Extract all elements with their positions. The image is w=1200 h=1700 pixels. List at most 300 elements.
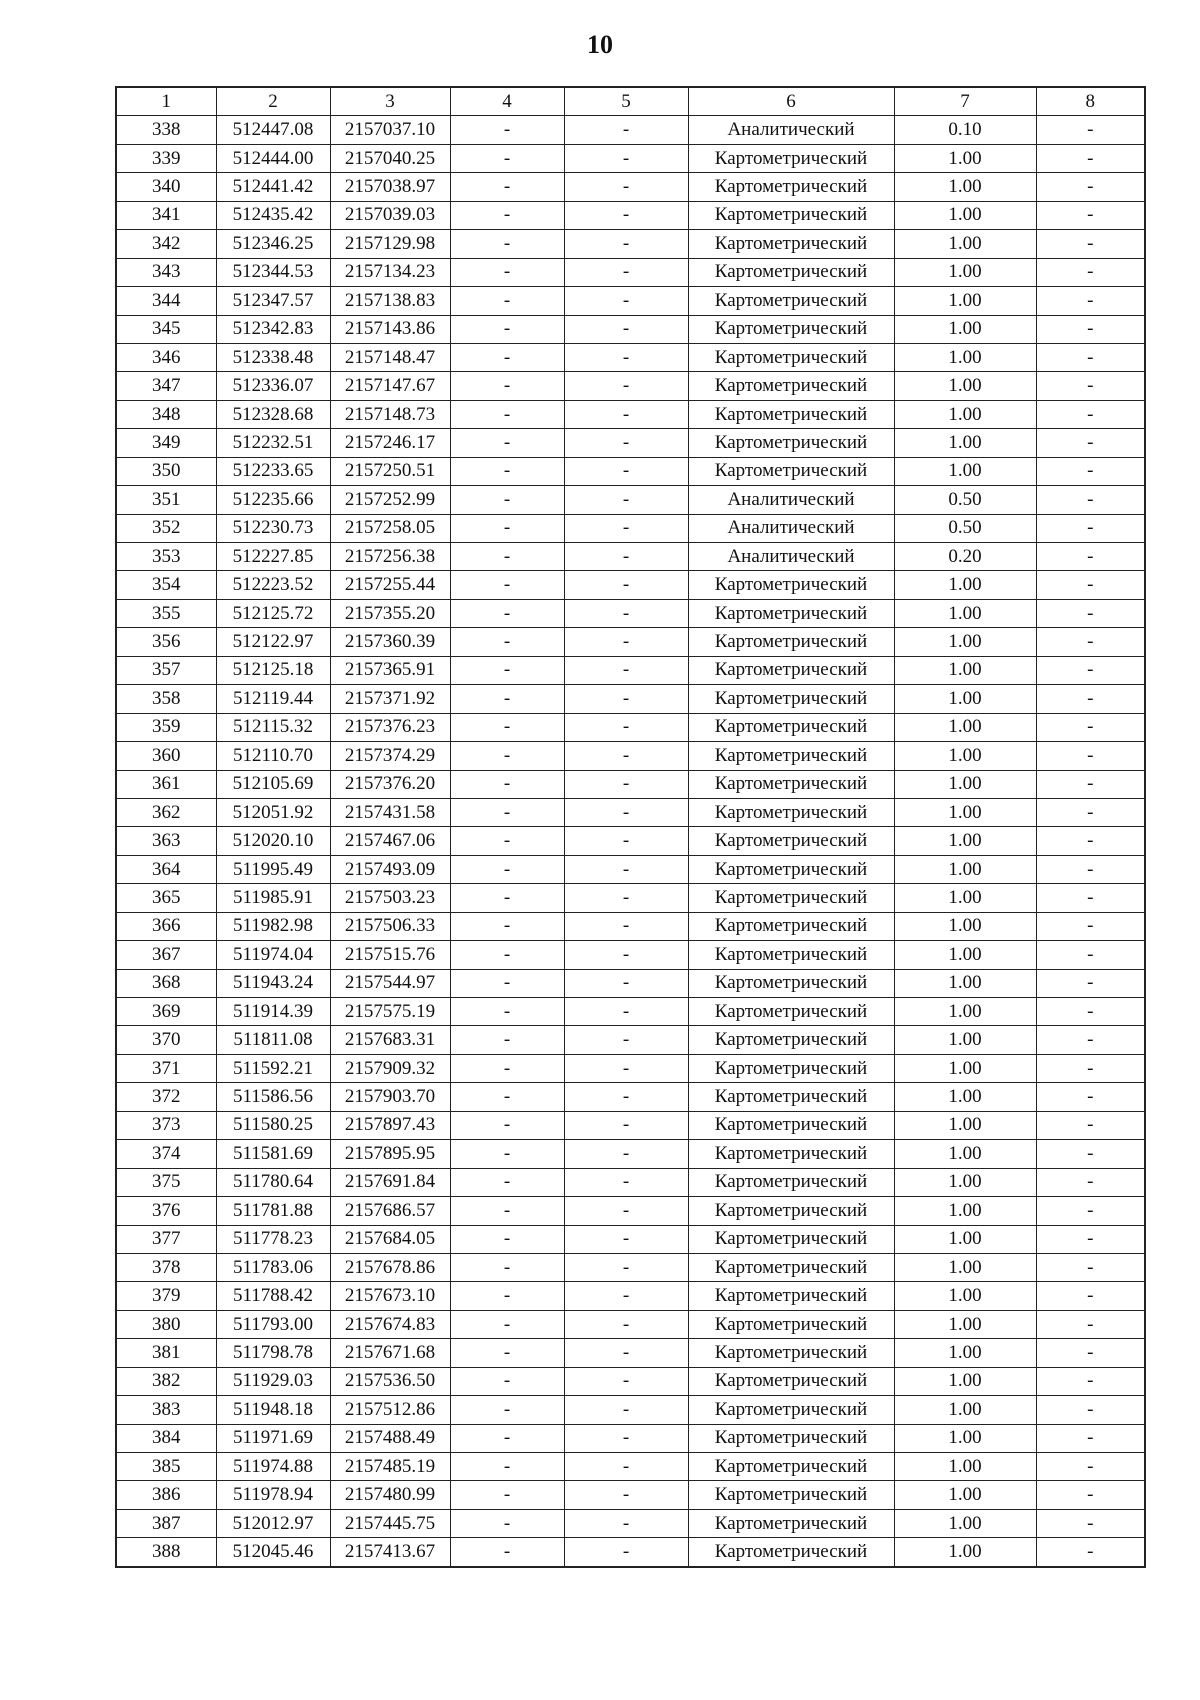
cell-col-4: - xyxy=(450,486,564,514)
table-row xyxy=(116,941,1145,969)
cell-method: Картометрический xyxy=(688,400,894,428)
cell-coord-y: 2157256.38 xyxy=(330,543,450,571)
cell-accuracy: 1.00 xyxy=(894,770,1036,798)
cell-method: Картометрический xyxy=(688,1538,894,1567)
cell-coord-y: 2157250.51 xyxy=(330,457,450,485)
table-row xyxy=(116,400,1145,428)
cell-col-5: - xyxy=(564,287,688,315)
cell-col-5: - xyxy=(564,230,688,258)
cell-method: Картометрический xyxy=(688,372,894,400)
cell-col-4: - xyxy=(450,287,564,315)
cell-point-number: 353 xyxy=(116,543,216,571)
cell-point-number: 356 xyxy=(116,628,216,656)
cell-coord-x: 511929.03 xyxy=(216,1367,330,1395)
cell-point-number: 384 xyxy=(116,1424,216,1452)
cell-coord-x: 512045.46 xyxy=(216,1538,330,1567)
cell-accuracy: 1.00 xyxy=(894,713,1036,741)
cell-coord-y: 2157506.33 xyxy=(330,912,450,940)
table-row xyxy=(116,486,1145,514)
table-row xyxy=(116,1282,1145,1310)
cell-coord-x: 511995.49 xyxy=(216,855,330,883)
table-body xyxy=(116,116,1145,1567)
cell-method: Картометрический xyxy=(688,1083,894,1111)
cell-coord-x: 512020.10 xyxy=(216,827,330,855)
cell-coord-x: 511798.78 xyxy=(216,1339,330,1367)
cell-col-4: - xyxy=(450,1111,564,1139)
cell-coord-y: 2157671.68 xyxy=(330,1339,450,1367)
cell-method: Картометрический xyxy=(688,656,894,684)
table-row xyxy=(116,713,1145,741)
cell-coord-y: 2157686.57 xyxy=(330,1197,450,1225)
cell-coord-y: 2157683.31 xyxy=(330,1026,450,1054)
cell-col-5: - xyxy=(564,998,688,1026)
cell-coord-x: 511985.91 xyxy=(216,884,330,912)
table-row xyxy=(116,1339,1145,1367)
cell-coord-x: 511811.08 xyxy=(216,1026,330,1054)
cell-col-5: - xyxy=(564,969,688,997)
cell-coord-y: 2157040.25 xyxy=(330,144,450,172)
cell-coord-x: 512235.66 xyxy=(216,486,330,514)
cell-col-8: - xyxy=(1036,1168,1145,1196)
cell-accuracy: 1.00 xyxy=(894,827,1036,855)
cell-coord-y: 2157503.23 xyxy=(330,884,450,912)
cell-col-8: - xyxy=(1036,1026,1145,1054)
cell-col-8: - xyxy=(1036,173,1145,201)
cell-coord-x: 512122.97 xyxy=(216,628,330,656)
table-row xyxy=(116,1111,1145,1139)
cell-point-number: 362 xyxy=(116,798,216,826)
cell-col-8: - xyxy=(1036,230,1145,258)
cell-method: Аналитический xyxy=(688,543,894,571)
table-row xyxy=(116,1083,1145,1111)
cell-point-number: 385 xyxy=(116,1453,216,1481)
cell-coord-y: 2157143.86 xyxy=(330,315,450,343)
cell-accuracy: 1.00 xyxy=(894,884,1036,912)
cell-col-5: - xyxy=(564,1282,688,1310)
cell-method: Картометрический xyxy=(688,1339,894,1367)
cell-point-number: 360 xyxy=(116,742,216,770)
cell-coord-y: 2157673.10 xyxy=(330,1282,450,1310)
cell-col-8: - xyxy=(1036,457,1145,485)
cell-coord-y: 2157148.47 xyxy=(330,343,450,371)
cell-col-8: - xyxy=(1036,1054,1145,1082)
cell-coord-x: 512336.07 xyxy=(216,372,330,400)
table-row xyxy=(116,1225,1145,1253)
cell-point-number: 348 xyxy=(116,400,216,428)
cell-point-number: 374 xyxy=(116,1140,216,1168)
cell-point-number: 358 xyxy=(116,685,216,713)
cell-col-5: - xyxy=(564,599,688,627)
cell-col-5: - xyxy=(564,827,688,855)
cell-coord-x: 511586.56 xyxy=(216,1083,330,1111)
cell-point-number: 352 xyxy=(116,514,216,542)
cell-col-8: - xyxy=(1036,827,1145,855)
cell-col-4: - xyxy=(450,1054,564,1082)
cell-col-8: - xyxy=(1036,258,1145,286)
cell-coord-y: 2157138.83 xyxy=(330,287,450,315)
cell-col-4: - xyxy=(450,571,564,599)
cell-method: Картометрический xyxy=(688,1225,894,1253)
cell-col-8: - xyxy=(1036,1111,1145,1139)
cell-method: Картометрический xyxy=(688,770,894,798)
cell-point-number: 373 xyxy=(116,1111,216,1139)
cell-coord-y: 2157374.29 xyxy=(330,742,450,770)
cell-point-number: 347 xyxy=(116,372,216,400)
cell-coord-y: 2157360.39 xyxy=(330,628,450,656)
cell-col-4: - xyxy=(450,315,564,343)
cell-point-number: 369 xyxy=(116,998,216,1026)
table-row xyxy=(116,998,1145,1026)
cell-col-8: - xyxy=(1036,1225,1145,1253)
table-row xyxy=(116,1367,1145,1395)
cell-point-number: 376 xyxy=(116,1197,216,1225)
cell-col-8: - xyxy=(1036,628,1145,656)
cell-col-4: - xyxy=(450,969,564,997)
cell-accuracy: 1.00 xyxy=(894,912,1036,940)
cell-accuracy: 1.00 xyxy=(894,628,1036,656)
cell-col-8: - xyxy=(1036,1310,1145,1338)
cell-method: Картометрический xyxy=(688,884,894,912)
cell-accuracy: 0.10 xyxy=(894,116,1036,144)
cell-point-number: 378 xyxy=(116,1253,216,1281)
cell-point-number: 381 xyxy=(116,1339,216,1367)
cell-accuracy: 1.00 xyxy=(894,1253,1036,1281)
cell-point-number: 367 xyxy=(116,941,216,969)
cell-col-4: - xyxy=(450,912,564,940)
cell-col-4: - xyxy=(450,770,564,798)
cell-coord-y: 2157039.03 xyxy=(330,201,450,229)
table-row xyxy=(116,798,1145,826)
cell-coord-y: 2157895.95 xyxy=(330,1140,450,1168)
cell-point-number: 345 xyxy=(116,315,216,343)
cell-col-5: - xyxy=(564,656,688,684)
cell-col-4: - xyxy=(450,457,564,485)
cell-method: Картометрический xyxy=(688,713,894,741)
cell-point-number: 339 xyxy=(116,144,216,172)
cell-point-number: 363 xyxy=(116,827,216,855)
cell-coord-y: 2157376.20 xyxy=(330,770,450,798)
cell-accuracy: 1.00 xyxy=(894,230,1036,258)
cell-point-number: 357 xyxy=(116,656,216,684)
cell-method: Картометрический xyxy=(688,1509,894,1537)
cell-coord-x: 512125.72 xyxy=(216,599,330,627)
table-row xyxy=(116,201,1145,229)
cell-col-5: - xyxy=(564,1168,688,1196)
cell-accuracy: 0.50 xyxy=(894,486,1036,514)
cell-col-4: - xyxy=(450,1509,564,1537)
cell-col-4: - xyxy=(450,144,564,172)
cell-method: Картометрический xyxy=(688,457,894,485)
cell-col-4: - xyxy=(450,1538,564,1567)
cell-col-4: - xyxy=(450,1339,564,1367)
cell-method: Картометрический xyxy=(688,1367,894,1395)
cell-coord-x: 512447.08 xyxy=(216,116,330,144)
cell-point-number: 388 xyxy=(116,1538,216,1567)
cell-coord-y: 2157493.09 xyxy=(330,855,450,883)
cell-accuracy: 1.00 xyxy=(894,1140,1036,1168)
cell-method: Картометрический xyxy=(688,429,894,457)
cell-method: Картометрический xyxy=(688,201,894,229)
cell-point-number: 387 xyxy=(116,1509,216,1537)
cell-col-8: - xyxy=(1036,656,1145,684)
cell-coord-x: 511793.00 xyxy=(216,1310,330,1338)
table-row xyxy=(116,770,1145,798)
cell-coord-x: 512342.83 xyxy=(216,315,330,343)
cell-coord-x: 512435.42 xyxy=(216,201,330,229)
cell-col-8: - xyxy=(1036,1453,1145,1481)
cell-coord-x: 512441.42 xyxy=(216,173,330,201)
cell-col-4: - xyxy=(450,543,564,571)
table-row xyxy=(116,258,1145,286)
table-row xyxy=(116,685,1145,713)
table-row xyxy=(116,742,1145,770)
cell-col-8: - xyxy=(1036,798,1145,826)
cell-method: Картометрический xyxy=(688,173,894,201)
cell-point-number: 382 xyxy=(116,1367,216,1395)
table-row xyxy=(116,827,1145,855)
cell-col-8: - xyxy=(1036,1140,1145,1168)
cell-col-8: - xyxy=(1036,429,1145,457)
cell-col-4: - xyxy=(450,599,564,627)
table-row xyxy=(116,1538,1145,1567)
cell-col-5: - xyxy=(564,1225,688,1253)
cell-col-5: - xyxy=(564,685,688,713)
cell-accuracy: 1.00 xyxy=(894,457,1036,485)
table-row xyxy=(116,571,1145,599)
cell-col-8: - xyxy=(1036,201,1145,229)
cell-coord-y: 2157134.23 xyxy=(330,258,450,286)
cell-accuracy: 1.00 xyxy=(894,1026,1036,1054)
cell-col-4: - xyxy=(450,656,564,684)
table-row xyxy=(116,315,1145,343)
cell-coord-y: 2157365.91 xyxy=(330,656,450,684)
cell-method: Картометрический xyxy=(688,969,894,997)
cell-method: Картометрический xyxy=(688,1054,894,1082)
cell-col-8: - xyxy=(1036,1509,1145,1537)
cell-coord-x: 511971.69 xyxy=(216,1424,330,1452)
cell-coord-y: 2157684.05 xyxy=(330,1225,450,1253)
table-row xyxy=(116,457,1145,485)
cell-coord-y: 2157674.83 xyxy=(330,1310,450,1338)
cell-accuracy: 1.00 xyxy=(894,855,1036,883)
table-row xyxy=(116,116,1145,144)
table-row xyxy=(116,1197,1145,1225)
cell-method: Картометрический xyxy=(688,1168,894,1196)
column-header-7: 7 xyxy=(894,87,1036,116)
table-row xyxy=(116,372,1145,400)
cell-col-8: - xyxy=(1036,713,1145,741)
cell-col-8: - xyxy=(1036,1396,1145,1424)
cell-col-4: - xyxy=(450,1168,564,1196)
cell-accuracy: 1.00 xyxy=(894,1396,1036,1424)
cell-accuracy: 1.00 xyxy=(894,1481,1036,1509)
cell-col-5: - xyxy=(564,571,688,599)
cell-coord-x: 511914.39 xyxy=(216,998,330,1026)
cell-accuracy: 1.00 xyxy=(894,1339,1036,1367)
cell-col-8: - xyxy=(1036,1538,1145,1567)
table-row xyxy=(116,1453,1145,1481)
cell-col-5: - xyxy=(564,628,688,656)
cell-coord-x: 512110.70 xyxy=(216,742,330,770)
cell-col-4: - xyxy=(450,372,564,400)
cell-coord-x: 511783.06 xyxy=(216,1253,330,1281)
cell-coord-x: 512051.92 xyxy=(216,798,330,826)
cell-col-4: - xyxy=(450,1367,564,1395)
cell-method: Картометрический xyxy=(688,685,894,713)
cell-method: Картометрический xyxy=(688,1481,894,1509)
cell-coord-x: 512230.73 xyxy=(216,514,330,542)
cell-method: Картометрический xyxy=(688,144,894,172)
cell-col-4: - xyxy=(450,1197,564,1225)
cell-col-8: - xyxy=(1036,599,1145,627)
table-row xyxy=(116,1509,1145,1537)
cell-col-8: - xyxy=(1036,315,1145,343)
cell-col-8: - xyxy=(1036,770,1145,798)
cell-coord-y: 2157485.19 xyxy=(330,1453,450,1481)
cell-accuracy: 0.20 xyxy=(894,543,1036,571)
cell-accuracy: 1.00 xyxy=(894,343,1036,371)
cell-col-8: - xyxy=(1036,486,1145,514)
cell-col-8: - xyxy=(1036,116,1145,144)
cell-col-8: - xyxy=(1036,969,1145,997)
cell-coord-y: 2157252.99 xyxy=(330,486,450,514)
cell-coord-y: 2157480.99 xyxy=(330,1481,450,1509)
cell-col-5: - xyxy=(564,372,688,400)
cell-accuracy: 1.00 xyxy=(894,571,1036,599)
cell-method: Картометрический xyxy=(688,599,894,627)
cell-coord-x: 512125.18 xyxy=(216,656,330,684)
cell-accuracy: 1.00 xyxy=(894,1054,1036,1082)
cell-coord-x: 512232.51 xyxy=(216,429,330,457)
cell-coord-x: 512444.00 xyxy=(216,144,330,172)
cell-accuracy: 1.00 xyxy=(894,372,1036,400)
column-header-4: 4 xyxy=(450,87,564,116)
cell-method: Картометрический xyxy=(688,628,894,656)
cell-point-number: 349 xyxy=(116,429,216,457)
cell-accuracy: 1.00 xyxy=(894,173,1036,201)
cell-point-number: 343 xyxy=(116,258,216,286)
cell-coord-x: 512346.25 xyxy=(216,230,330,258)
cell-coord-y: 2157255.44 xyxy=(330,571,450,599)
cell-col-4: - xyxy=(450,1481,564,1509)
table-row xyxy=(116,1054,1145,1082)
cell-point-number: 383 xyxy=(116,1396,216,1424)
cell-col-8: - xyxy=(1036,1367,1145,1395)
table-row xyxy=(116,287,1145,315)
cell-coord-x: 512227.85 xyxy=(216,543,330,571)
cell-coord-y: 2157575.19 xyxy=(330,998,450,1026)
cell-col-8: - xyxy=(1036,1253,1145,1281)
cell-point-number: 340 xyxy=(116,173,216,201)
cell-method: Картометрический xyxy=(688,1026,894,1054)
cell-point-number: 342 xyxy=(116,230,216,258)
cell-accuracy: 1.00 xyxy=(894,969,1036,997)
cell-coord-x: 512347.57 xyxy=(216,287,330,315)
cell-accuracy: 1.00 xyxy=(894,287,1036,315)
cell-point-number: 366 xyxy=(116,912,216,940)
cell-col-5: - xyxy=(564,912,688,940)
cell-coord-y: 2157903.70 xyxy=(330,1083,450,1111)
cell-col-8: - xyxy=(1036,855,1145,883)
table-row xyxy=(116,969,1145,997)
cell-method: Картометрический xyxy=(688,742,894,770)
cell-accuracy: 1.00 xyxy=(894,1453,1036,1481)
cell-accuracy: 1.00 xyxy=(894,400,1036,428)
cell-col-4: - xyxy=(450,116,564,144)
cell-col-8: - xyxy=(1036,742,1145,770)
cell-coord-y: 2157691.84 xyxy=(330,1168,450,1196)
cell-col-8: - xyxy=(1036,1197,1145,1225)
cell-coord-y: 2157678.86 xyxy=(330,1253,450,1281)
table-header-row xyxy=(116,87,1145,116)
cell-col-5: - xyxy=(564,1339,688,1367)
cell-accuracy: 1.00 xyxy=(894,1225,1036,1253)
table-row xyxy=(116,1310,1145,1338)
cell-col-5: - xyxy=(564,1481,688,1509)
cell-accuracy: 1.00 xyxy=(894,201,1036,229)
column-header-8: 8 xyxy=(1036,87,1145,116)
cell-method: Картометрический xyxy=(688,1111,894,1139)
cell-coord-x: 511943.24 xyxy=(216,969,330,997)
cell-coord-y: 2157148.73 xyxy=(330,400,450,428)
cell-accuracy: 1.00 xyxy=(894,1083,1036,1111)
table-row xyxy=(116,144,1145,172)
cell-point-number: 338 xyxy=(116,116,216,144)
table-row xyxy=(116,1253,1145,1281)
cell-col-8: - xyxy=(1036,685,1145,713)
cell-col-4: - xyxy=(450,628,564,656)
cell-coord-y: 2157909.32 xyxy=(330,1054,450,1082)
cell-coord-x: 511788.42 xyxy=(216,1282,330,1310)
cell-accuracy: 1.00 xyxy=(894,429,1036,457)
cell-accuracy: 1.00 xyxy=(894,1282,1036,1310)
cell-col-5: - xyxy=(564,855,688,883)
cell-col-4: - xyxy=(450,1083,564,1111)
cell-col-5: - xyxy=(564,343,688,371)
cell-method: Картометрический xyxy=(688,287,894,315)
cell-col-8: - xyxy=(1036,543,1145,571)
cell-point-number: 354 xyxy=(116,571,216,599)
cell-col-8: - xyxy=(1036,1424,1145,1452)
cell-point-number: 386 xyxy=(116,1481,216,1509)
cell-method: Картометрический xyxy=(688,1424,894,1452)
cell-coord-y: 2157258.05 xyxy=(330,514,450,542)
cell-accuracy: 1.00 xyxy=(894,144,1036,172)
cell-coord-x: 511778.23 xyxy=(216,1225,330,1253)
cell-col-5: - xyxy=(564,884,688,912)
cell-point-number: 365 xyxy=(116,884,216,912)
column-header-3: 3 xyxy=(330,87,450,116)
cell-method: Картометрический xyxy=(688,1310,894,1338)
cell-col-8: - xyxy=(1036,1282,1145,1310)
cell-point-number: 379 xyxy=(116,1282,216,1310)
cell-col-5: - xyxy=(564,1509,688,1537)
cell-point-number: 380 xyxy=(116,1310,216,1338)
cell-col-5: - xyxy=(564,457,688,485)
cell-coord-x: 511581.69 xyxy=(216,1140,330,1168)
cell-accuracy: 1.00 xyxy=(894,656,1036,684)
cell-accuracy: 1.00 xyxy=(894,1538,1036,1567)
cell-point-number: 377 xyxy=(116,1225,216,1253)
cell-col-8: - xyxy=(1036,884,1145,912)
cell-method: Картометрический xyxy=(688,230,894,258)
cell-method: Картометрический xyxy=(688,343,894,371)
table-row xyxy=(116,1396,1145,1424)
cell-accuracy: 1.00 xyxy=(894,685,1036,713)
cell-point-number: 359 xyxy=(116,713,216,741)
cell-point-number: 355 xyxy=(116,599,216,627)
cell-col-5: - xyxy=(564,1453,688,1481)
